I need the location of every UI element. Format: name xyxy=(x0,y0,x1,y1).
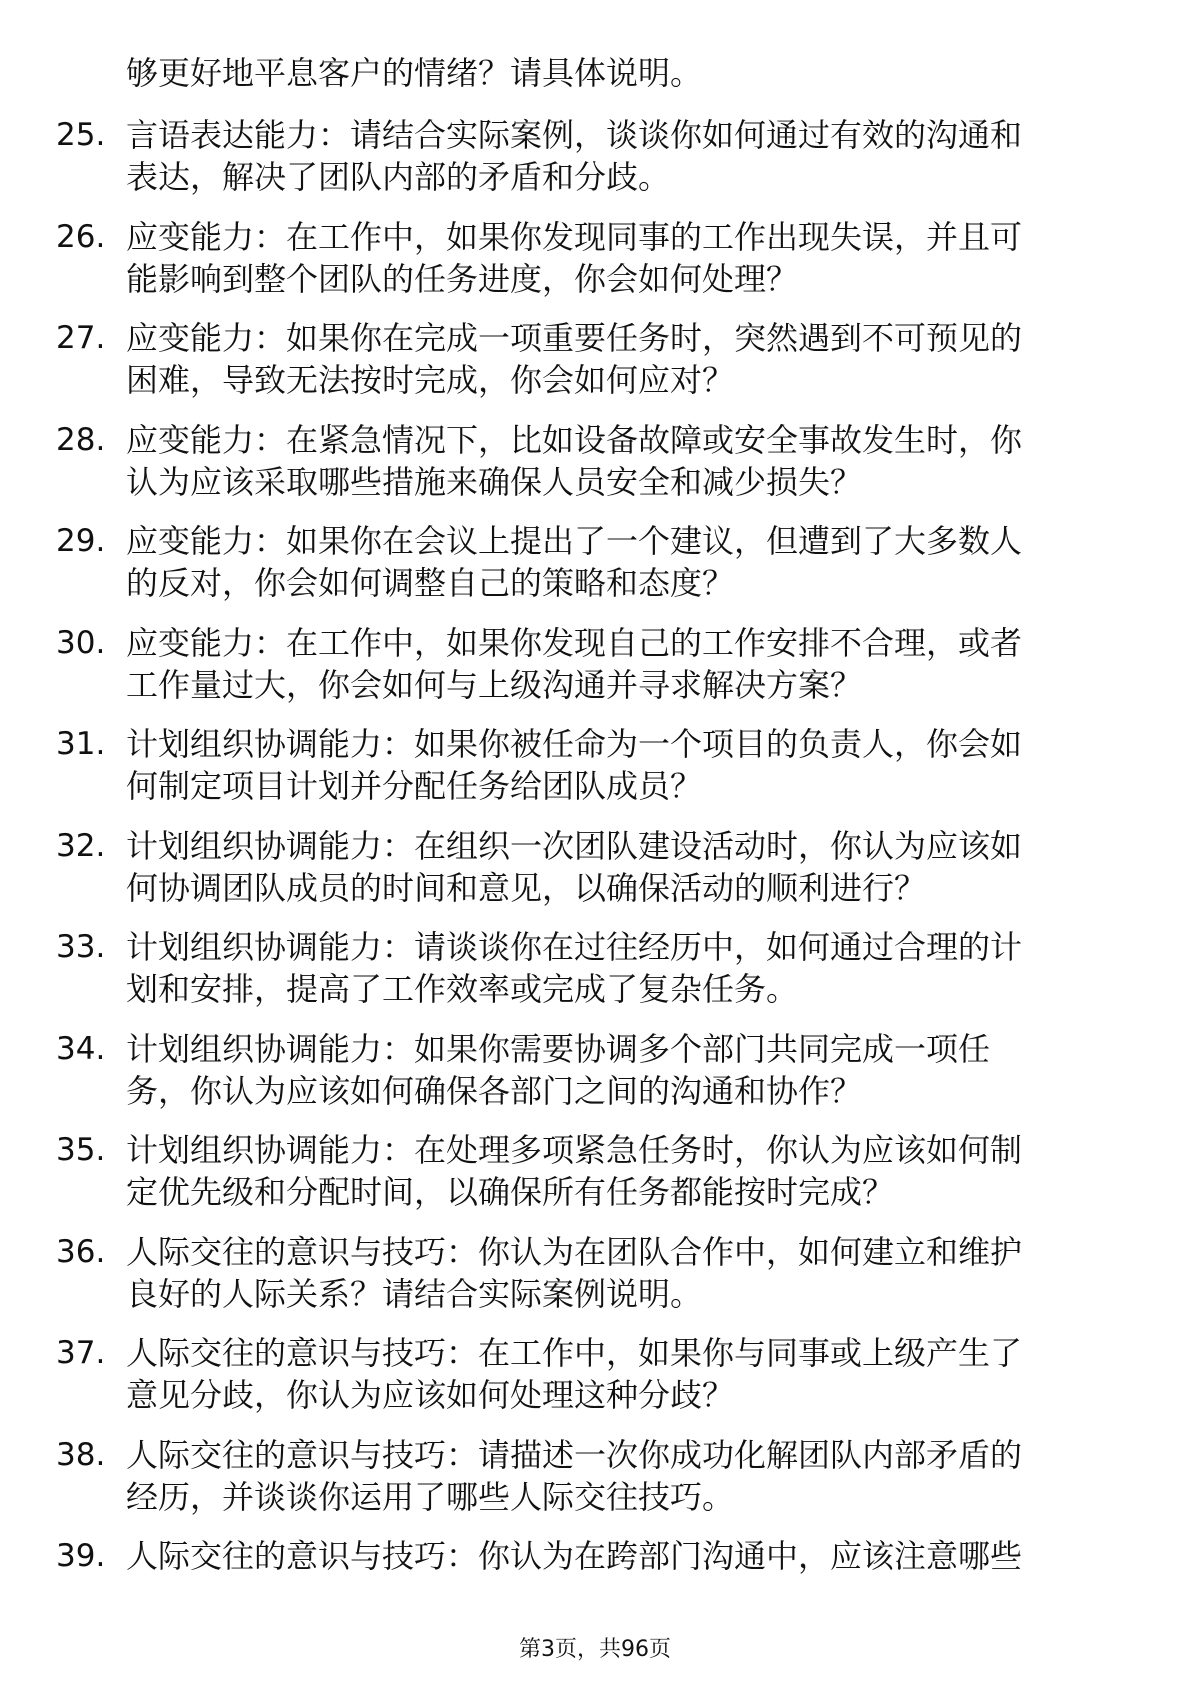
question-text xyxy=(126,622,1116,706)
question-number: 36. xyxy=(56,1233,106,1270)
question-text-line: 能影响到整个团队的任务进度，你会如何处理？ xyxy=(126,259,799,298)
question-text-line: 计划组织协调能力：请谈谈你在过往经历中，如何通过合理的计 xyxy=(126,928,1023,966)
question-text-line: 应变能力：如果你在会议上提出了一个建议，但遭到了大多数人 xyxy=(126,522,1023,560)
question-text xyxy=(126,1434,1116,1518)
question-number: 25. xyxy=(56,117,106,153)
question-item xyxy=(0,1332,1190,1434)
page-footer: 第3页，共96页 xyxy=(519,1637,671,1662)
question-text-line: 经历，并谈谈你运用了哪些人际交往技巧。 xyxy=(126,1477,735,1516)
question-text xyxy=(126,216,1116,300)
question-item xyxy=(0,520,1190,622)
question-number: 31. xyxy=(56,726,106,762)
question-text-line: 工作量过大，你会如何与上级沟通并寻求解决方案？ xyxy=(126,665,863,704)
question-number: 29. xyxy=(56,523,106,559)
question-text xyxy=(126,1535,1116,1577)
question-number: 34. xyxy=(56,1030,106,1067)
question-text xyxy=(126,520,1116,604)
question-item xyxy=(0,926,1190,1028)
question-item xyxy=(0,317,1190,419)
question-text-line: 何制定项目计划并分配任务给团队成员？ xyxy=(126,767,703,805)
question-item xyxy=(0,622,1190,724)
question-number: 30. xyxy=(56,624,106,661)
question-text xyxy=(126,317,1116,401)
question-list xyxy=(0,114,1190,1637)
question-text-line: 人际交往的意识与技巧：在工作中，如果你与同事或上级产生了 xyxy=(126,1334,1023,1372)
question-text xyxy=(126,1028,1116,1112)
question-item xyxy=(0,114,1190,216)
question-number: 28. xyxy=(56,421,106,458)
question-text xyxy=(126,825,1116,909)
question-text xyxy=(126,114,1116,198)
question-text-line: 计划组织协调能力：在组织一次团队建设活动时，你认为应该如 xyxy=(126,826,1023,865)
question-text-line: 人际交往的意识与技巧：你认为在跨部门沟通中，应该注意哪些 xyxy=(126,1537,1023,1575)
question-item xyxy=(0,723,1190,825)
question-text-line: 应变能力：在工作中，如果你发现同事的工作出现失误，并且可 xyxy=(126,217,1023,256)
question-text-line: 良好的人际关系？请结合实际案例说明。 xyxy=(126,1274,703,1313)
question-item xyxy=(0,1231,1190,1333)
question-item xyxy=(0,1535,1190,1637)
question-text xyxy=(126,1332,1116,1416)
question-text-line: 困难，导致无法按时完成，你会如何应对？ xyxy=(126,361,735,399)
question-number: 26. xyxy=(56,218,106,255)
question-item xyxy=(0,825,1190,927)
question-text-line: 认为应该采取哪些措施来确保人员安全和减少损失？ xyxy=(126,462,863,501)
question-text-line: 计划组织协调能力：如果你需要协调多个部门共同完成一项任 xyxy=(126,1029,991,1068)
question-number: 38. xyxy=(56,1436,106,1473)
question-text xyxy=(126,1231,1116,1315)
question-number: 39. xyxy=(56,1538,106,1574)
question-text-line: 言语表达能力：请结合实际案例，谈谈你如何通过有效的沟通和 xyxy=(126,116,1023,154)
question-number: 35. xyxy=(56,1132,106,1168)
question-item xyxy=(0,1434,1190,1536)
question-text-line: 人际交往的意识与技巧：请描述一次你成功化解团队内部矛盾的 xyxy=(126,1435,1023,1474)
question-text-line: 表达，解决了团队内部的矛盾和分歧。 xyxy=(126,158,671,196)
question-text-line: 何协调团队成员的时间和意见，以确保活动的顺利进行？ xyxy=(126,868,927,907)
question-text-line: 计划组织协调能力：如果你被任命为一个项目的负责人，你会如 xyxy=(126,725,1023,763)
question-text-line: 划和安排，提高了工作效率或完成了复杂任务。 xyxy=(126,970,799,1008)
question-text-line: 定优先级和分配时间，以确保所有任务都能按时完成？ xyxy=(126,1173,895,1211)
question-number: 33. xyxy=(56,929,106,965)
question-text-line: 人际交往的意识与技巧：你认为在团队合作中，如何建立和维护 xyxy=(126,1232,1023,1271)
question-number: 37. xyxy=(56,1335,106,1371)
question-item xyxy=(0,419,1190,521)
question-number: 32. xyxy=(56,827,106,864)
question-text-line: 务，你认为应该如何确保各部门之间的沟通和协作？ xyxy=(126,1071,863,1110)
question-item xyxy=(0,1028,1190,1130)
continuation-text: 够更好地平息客户的情绪？请具体说明。 xyxy=(126,54,703,92)
question-text xyxy=(126,926,1116,1010)
question-text xyxy=(126,723,1116,807)
question-item xyxy=(0,216,1190,318)
question-text xyxy=(126,419,1116,503)
question-text-line: 计划组织协调能力：在处理多项紧急任务时，你认为应该如何制 xyxy=(126,1131,1023,1169)
question-text-line: 意见分歧，你认为应该如何处理这种分歧？ xyxy=(126,1376,735,1414)
question-item xyxy=(0,1129,1190,1231)
question-number: 27. xyxy=(56,320,106,356)
question-text-line: 应变能力：如果你在完成一项重要任务时，突然遇到不可预见的 xyxy=(126,319,1023,357)
question-text-line: 的反对，你会如何调整自己的策略和态度？ xyxy=(126,564,735,602)
question-text xyxy=(126,1129,1116,1213)
question-text-line: 应变能力：在紧急情况下，比如设备故障或安全事故发生时，你 xyxy=(126,420,1023,459)
question-text-line: 应变能力：在工作中，如果你发现自己的工作安排不合理，或者 xyxy=(126,623,1023,662)
